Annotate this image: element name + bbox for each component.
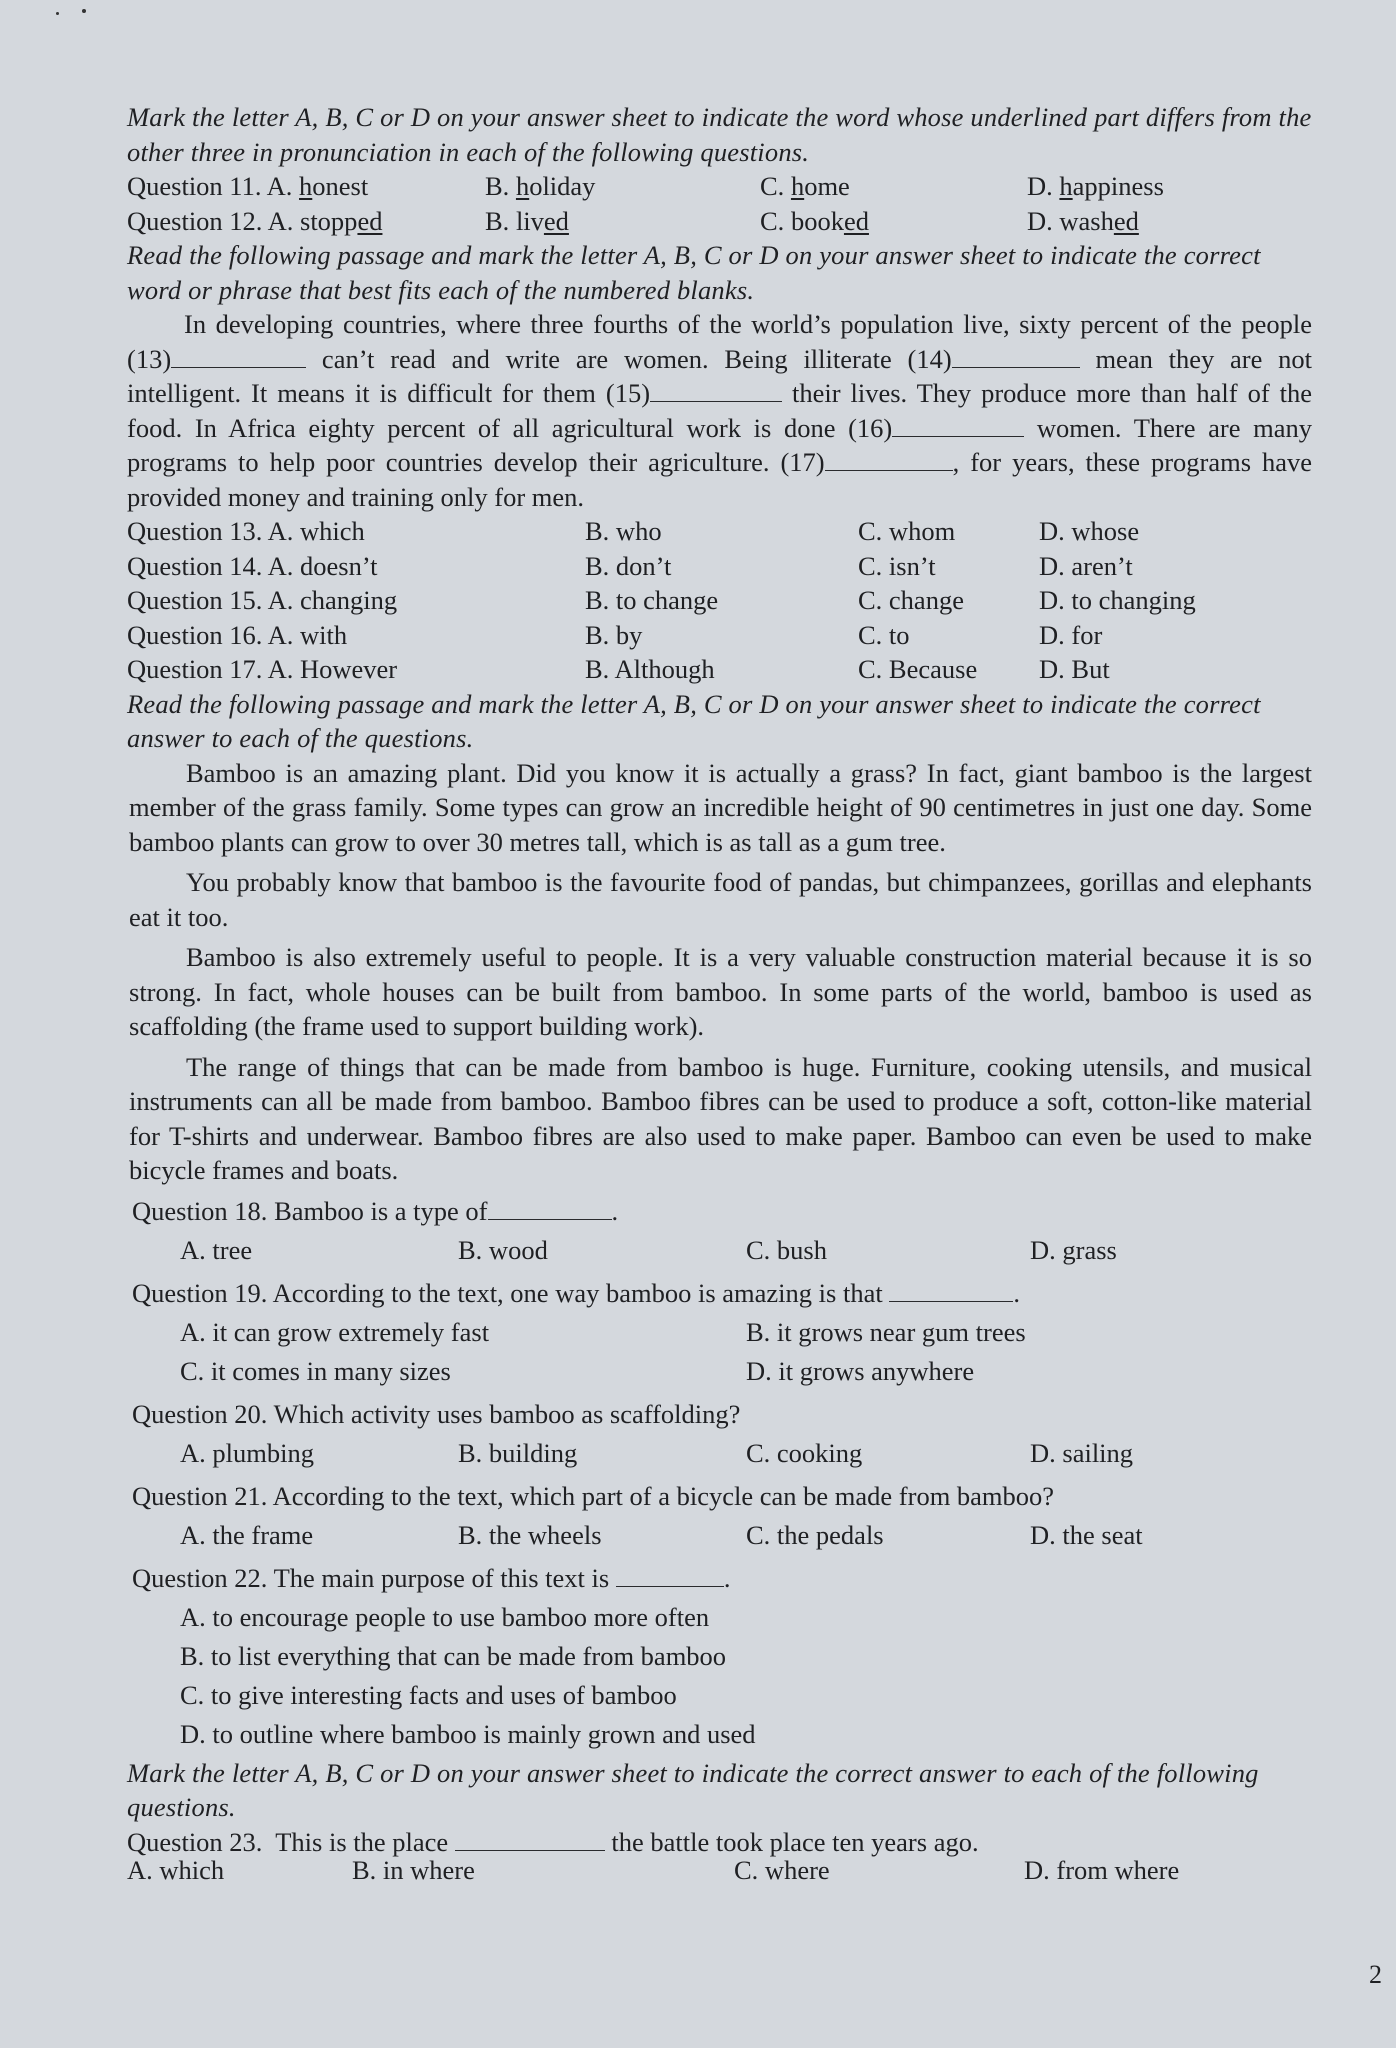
- q21-option-c: C. the pedals: [746, 1519, 884, 1550]
- q23-options: [127, 1853, 1312, 1888]
- q17-option-a: A. However: [267, 654, 398, 684]
- q12-option-c: C. booked: [760, 205, 869, 236]
- blank-16: [892, 412, 1024, 437]
- q18-option-a: A. tree: [180, 1234, 253, 1265]
- q21-stem: Question 21. According to the text, which part of a bicycle can be made from bamboo?: [132, 1480, 1055, 1511]
- cloze-questions: [127, 514, 1312, 687]
- section1-instruction: Mark the letter A, B, C or D on your answer sheet to indicate the word whose underlined part differs from the other three in pronunciation in each of the following questions.: [127, 102, 1312, 167]
- q11-option-d: D. happiness: [1027, 171, 1164, 201]
- blank-14: [952, 343, 1080, 368]
- section4-instruction: Mark the letter A, B, C or D on your answer sheet to indicate the correct answer to each of the following questions.: [127, 1757, 1259, 1822]
- section3-instruction: Read the following passage and mark the letter A, B, C or D on your answer sheet to indicate the correct answer to each of the questions.: [127, 688, 1261, 753]
- q15-option-a: A. changing: [267, 585, 398, 615]
- reading-passage: [127, 756, 1312, 1188]
- q21-options: [132, 1516, 1312, 1555]
- page-number: 2: [1369, 1960, 1382, 1989]
- question-20: [132, 1395, 1312, 1473]
- question-23: [127, 1825, 1312, 1888]
- q18-blank: [488, 1195, 612, 1220]
- q13-option-a: A. which: [267, 516, 365, 546]
- q22-option-a: A. to encourage people to use bamboo more often: [180, 1601, 710, 1632]
- q14-option-a: A. doesn’t: [267, 550, 378, 581]
- question-12: [127, 204, 1312, 239]
- q19-option-d: D. it grows anywhere: [746, 1355, 975, 1386]
- q13-option-d: D. whose: [1039, 516, 1140, 546]
- q23-option-a: A. which: [127, 1855, 225, 1885]
- scan-speck: [82, 9, 86, 13]
- question-21: [132, 1477, 1312, 1555]
- q19-option-b: B. it grows near gum trees: [746, 1316, 1026, 1347]
- q20-option-a: A. plumbing: [180, 1437, 314, 1468]
- q21-option-b: B. the wheels: [458, 1519, 602, 1550]
- q15-option-c: C. change: [858, 585, 964, 615]
- exam-page: [127, 100, 1312, 1888]
- q11-col-a: Question 11. A. honest: [127, 171, 369, 201]
- q23-stem: Question 23. This is the place the battle took place ten years ago.: [127, 1826, 979, 1857]
- question-14: Question 14. A. doesn’t B. don’t C. isn’t D. aren’t: [127, 549, 1312, 584]
- cloze-passage: In developing countries, where three fourths of the world’s population live, sixty percent of the people (13) can’t read and write are women. Being illiterate (14) mean they are not intelligent. It means it is difficult for them (15) their lives. They produce more than half of the food. In Africa eighty percent of all agricultural work is done (16) women. There are many programs to help poor countries develop their agriculture. (17) , for years, these programs have provided money and training only for men.: [127, 309, 1313, 512]
- q16-option-b: B. by: [585, 619, 643, 650]
- blank-17: [825, 446, 953, 471]
- q13-option-b: B. who: [585, 516, 662, 546]
- q11-option-b: B. holiday: [485, 171, 596, 201]
- q22-blank: [616, 1562, 724, 1587]
- q22-option-c: C. to give interesting facts and uses of bamboo: [180, 1679, 677, 1710]
- q18-option-d: D. grass: [1030, 1234, 1117, 1265]
- section2-instruction: Read the following passage and mark the letter A, B, C or D on your answer sheet to indicate the correct word or phrase that best fits each of the numbered blanks.: [127, 240, 1261, 305]
- q22-stem: Question 22. The main purpose of this text is .: [132, 1562, 731, 1593]
- blank-13: [171, 343, 306, 368]
- q15-option-b: B. to change: [585, 585, 719, 615]
- question-15: Question 15. A. changing B. to change C. change D. to changing: [127, 583, 1312, 618]
- q22-options: [132, 1598, 1312, 1754]
- q19-stem: Question 19. According to the text, one way bamboo is amazing is that .: [132, 1277, 1020, 1308]
- q11-option-c: C. home: [760, 171, 850, 201]
- q20-options: [132, 1434, 1312, 1473]
- q22-option-b: B. to list everything that can be made from bamboo: [180, 1640, 727, 1671]
- q13-option-c: C. whom: [858, 516, 956, 546]
- q12-col-a: Question 12. A. stopped: [127, 205, 383, 236]
- q16-option-c: C. to: [858, 619, 910, 650]
- q18-options: [132, 1231, 1312, 1270]
- q20-stem: Question 20. Which activity uses bamboo as scaffolding?: [132, 1398, 741, 1429]
- reading-questions: [127, 1192, 1312, 1754]
- q20-option-b: B. building: [458, 1437, 578, 1468]
- q17-option-c: C. Because: [858, 654, 978, 684]
- q19-option-a: A. it can grow extremely fast: [180, 1316, 490, 1347]
- q12-option-d: D. washed: [1027, 205, 1139, 236]
- question-17: Question 17. A. However B. Although C. Because D. But: [127, 652, 1312, 687]
- q23-option-d: D. from where: [1024, 1855, 1180, 1885]
- q20-option-c: C. cooking: [746, 1437, 863, 1468]
- passage-paragraph-3: Bamboo is also extremely useful to people. It is a very valuable construction material because it is so strong. In fact, whole houses can be built from bamboo. In some parts of the world, bamboo is used as scaffolding (the frame used to support building work).: [129, 942, 1312, 1041]
- q20-option-d: D. sailing: [1030, 1437, 1134, 1468]
- question-11: [127, 169, 1312, 204]
- q22-option-d: D. to outline where bamboo is mainly grown and used: [180, 1718, 756, 1749]
- q21-option-d: D. the seat: [1030, 1519, 1143, 1550]
- q16-option-a: A. with: [267, 619, 348, 650]
- q23-blank: [455, 1826, 605, 1851]
- passage-paragraph-1: Bamboo is an amazing plant. Did you know it is actually a grass? In fact, giant bamboo is the largest member of the grass family. Some types can grow an incredible height of 90 centimetres in just one day. Some bamboo plants can grow to over 30 metres tall, which is as tall as a gum tree.: [129, 757, 1312, 857]
- q14-option-b: B. don’t: [585, 550, 672, 581]
- q17-option-b: B. Although: [585, 654, 715, 684]
- q19-blank: [889, 1277, 1013, 1302]
- q15-option-d: D. to changing: [1039, 585, 1196, 615]
- question-22: [132, 1559, 1312, 1754]
- q18-option-b: B. wood: [458, 1234, 548, 1265]
- passage-paragraph-4: The range of things that can be made from bamboo is huge. Furniture, cooking utensils, and musical instruments can all be made from bamboo. Bamboo fibres can be used to produce a soft, cotton-like material for T-shirts and underwear. Bamboo fibres are also used to make paper. Bamboo can even be used to make bicycle frames and boats.: [129, 1051, 1312, 1185]
- question-18: [132, 1192, 1312, 1270]
- passage-paragraph-2: You probably know that bamboo is the favourite food of pandas, but chimpanzees, gorillas and elephants eat it too.: [129, 867, 1312, 932]
- question-19: [132, 1274, 1312, 1391]
- q17-option-d: D. But: [1039, 654, 1110, 684]
- q14-option-c: C. isn’t: [858, 550, 936, 581]
- q18-stem: Question 18. Bamboo is a type of .: [132, 1195, 619, 1226]
- scan-speck: [56, 12, 59, 15]
- q19-options: [132, 1313, 1312, 1391]
- q14-option-d: D. aren’t: [1039, 550, 1133, 581]
- q23-option-b: B. in where: [352, 1855, 475, 1885]
- q21-option-a: A. the frame: [180, 1519, 314, 1550]
- blank-15: [650, 377, 782, 402]
- question-16: Question 16. A. with B. by C. to D. for: [127, 618, 1312, 653]
- q23-option-c: C. where: [734, 1855, 830, 1885]
- q16-option-d: D. for: [1039, 619, 1103, 650]
- q19-option-c: C. it comes in many sizes: [180, 1355, 451, 1386]
- question-13: Question 13. A. which B. who C. whom D. whose: [127, 514, 1312, 549]
- q12-option-b: B. lived: [485, 205, 569, 236]
- q18-option-c: C. bush: [746, 1234, 827, 1265]
